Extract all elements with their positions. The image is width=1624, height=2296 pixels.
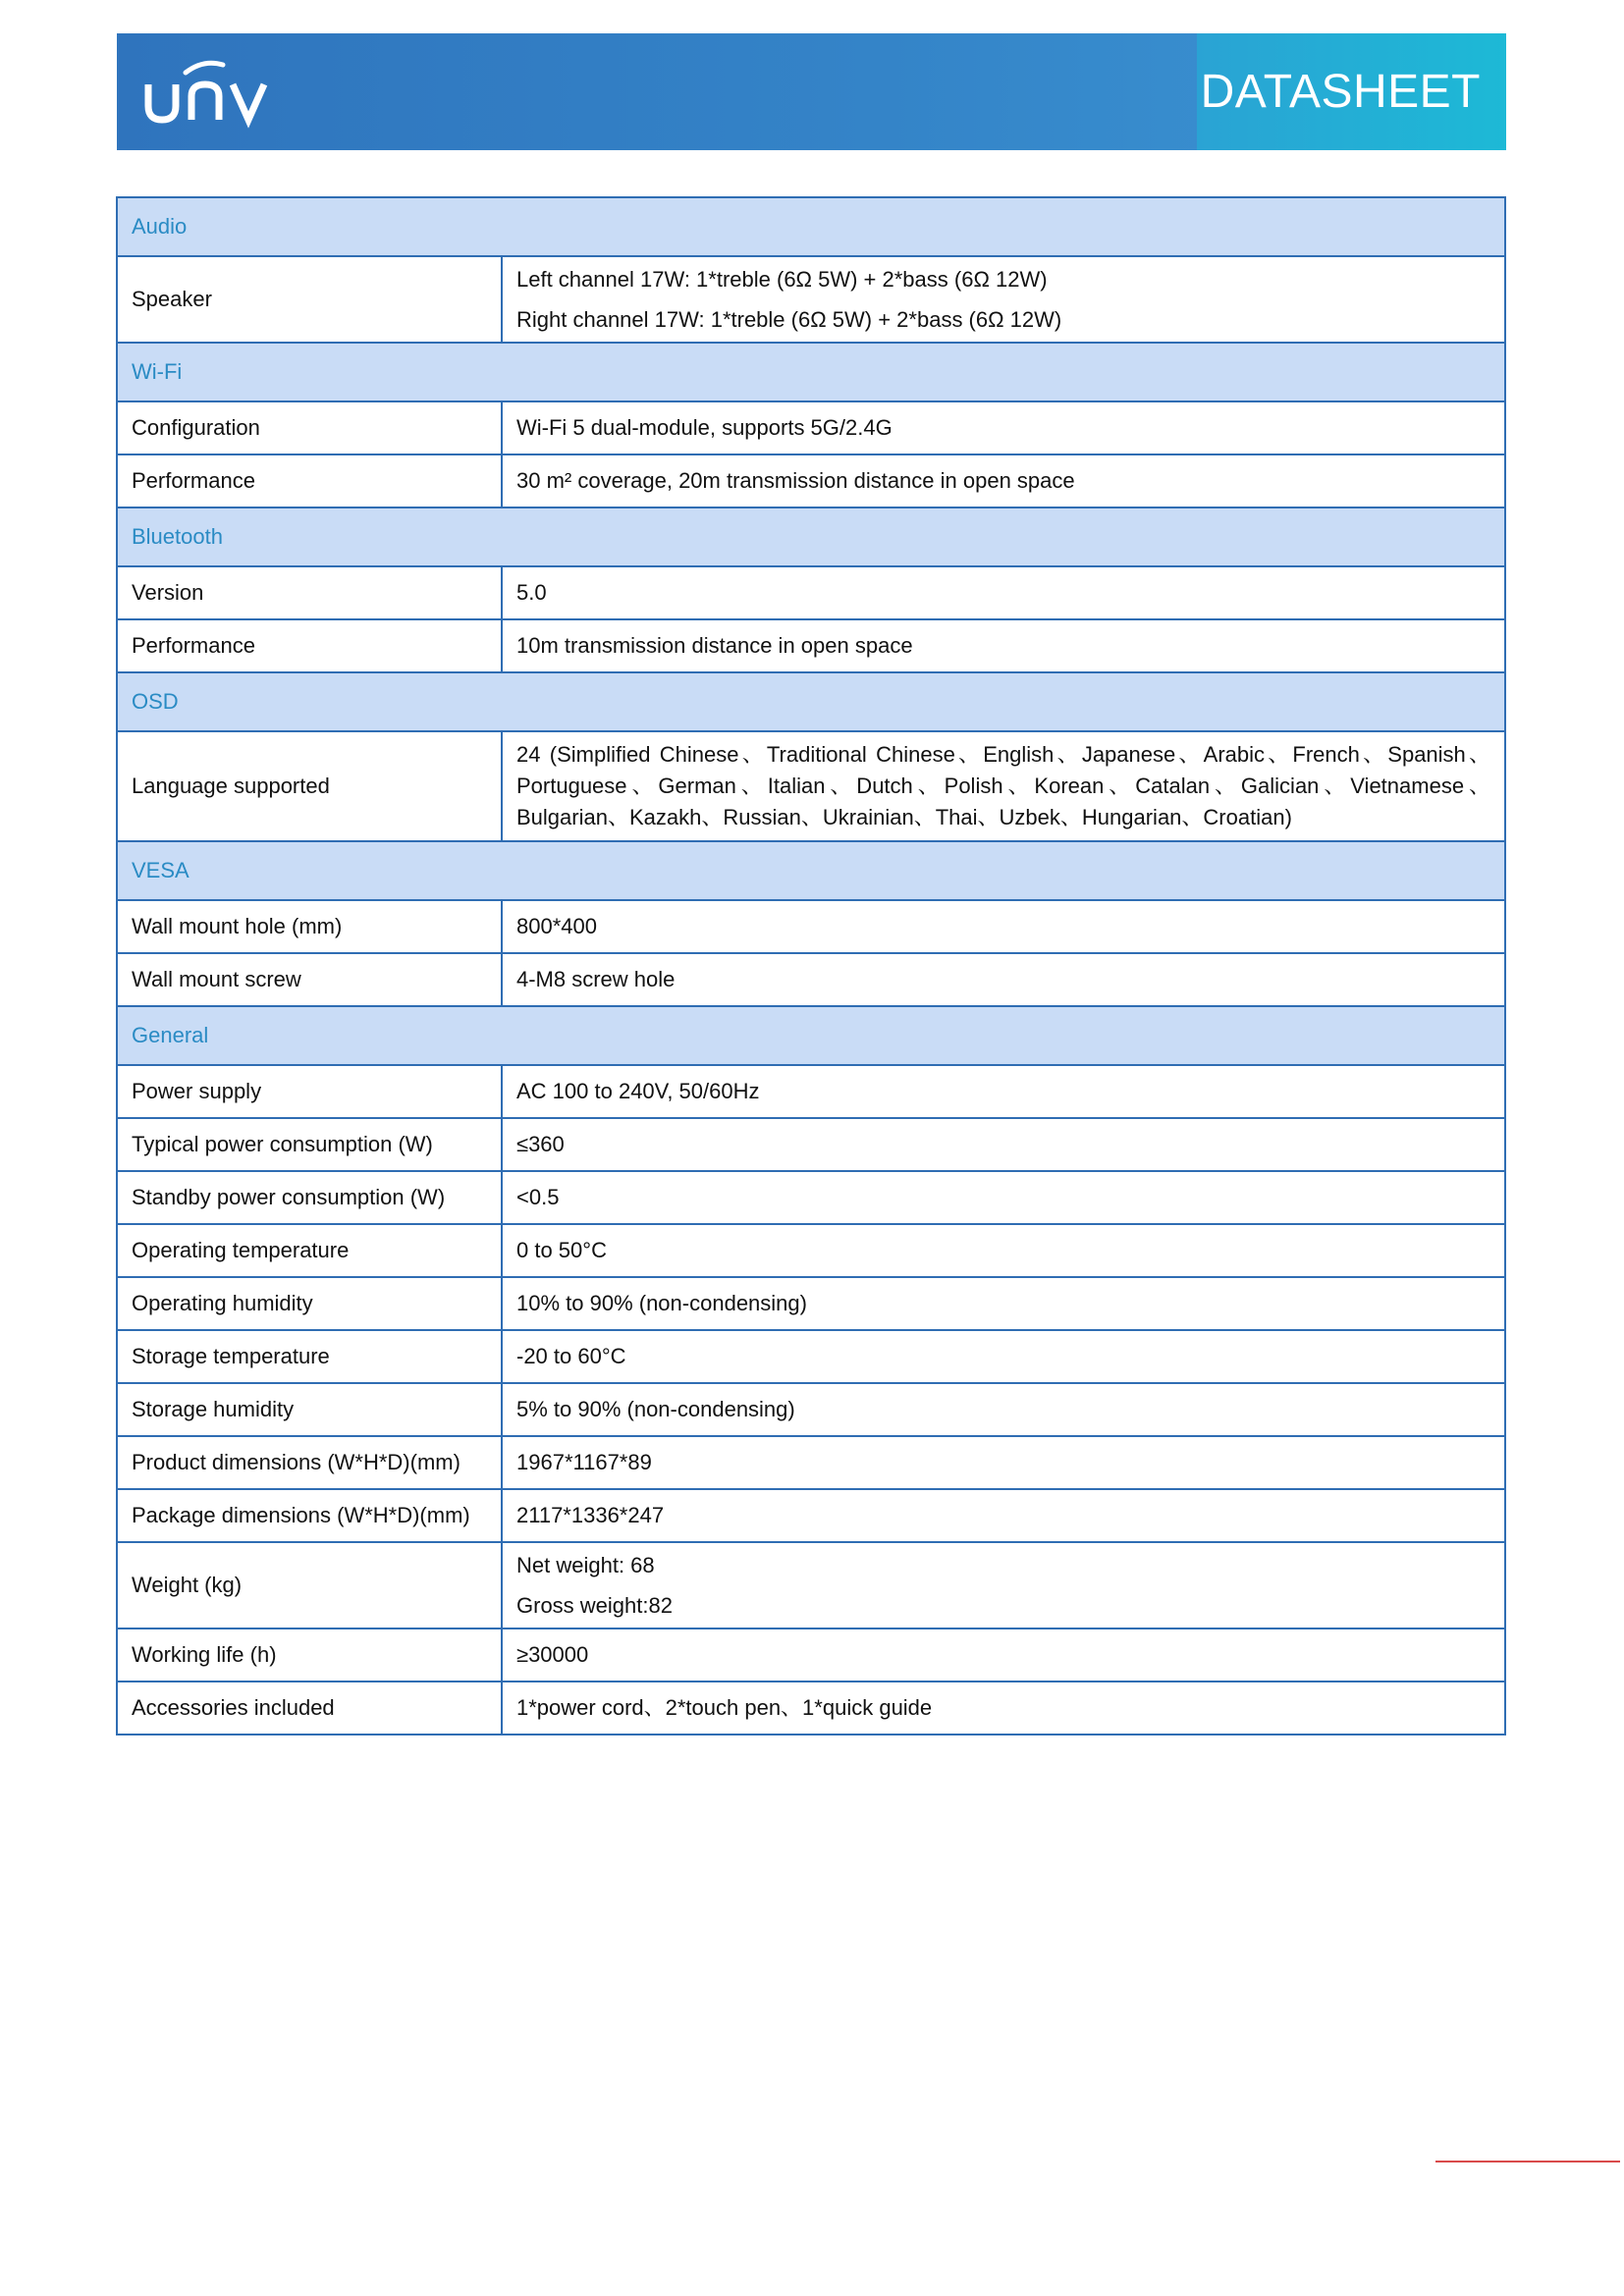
section-header-row [117,841,1505,900]
unv-logo [142,55,290,133]
spec-value-line: 4-M8 screw hole [516,967,676,991]
spec-value [502,1383,1505,1436]
section-title: Wi-Fi [117,343,1505,401]
section-header-row [117,672,1505,731]
spec-value [502,1171,1505,1224]
spec-label: Accessories included [117,1682,502,1735]
spec-value [502,401,1505,454]
spec-value-line: <0.5 [516,1185,560,1209]
spec-row [117,1277,1505,1330]
spec-value-line: 5.0 [516,580,547,605]
spec-value [502,619,1505,672]
spec-value-line: 5% to 90% (non-condensing) [516,1397,795,1421]
spec-label: Product dimensions (W*H*D)(mm) [117,1436,502,1489]
spec-value-line: 24 (Simplified Chinese、Traditional Chinese、English、Japanese、Arabic、French、Spanish、Portuguese、German、Italian、Dutch、Polish、Korean、Catalan、Galician、Vietnamese、Bulgarian、Kazakh、Russian、Ukrainian、Thai、Uzbek、Hungarian、Croatian) [516,742,1490,829]
spec-label: Speaker [117,256,502,343]
spec-value [502,1065,1505,1118]
spec-row [117,454,1505,507]
spec-row [117,1542,1505,1629]
footer-rule [1435,2161,1620,2163]
document-type-label: DATASHEET [1200,66,1481,118]
spec-row [117,1330,1505,1383]
spec-value [502,1542,1505,1629]
spec-label: Wall mount screw [117,953,502,1006]
spec-value-line: 0 to 50°C [516,1238,607,1262]
spec-row [117,1436,1505,1489]
section-header-row [117,343,1505,401]
section-title: VESA [117,841,1505,900]
spec-value [502,1629,1505,1682]
spec-label: Storage temperature [117,1330,502,1383]
spec-value [502,1436,1505,1489]
section-title: Bluetooth [117,507,1505,566]
spec-label: Storage humidity [117,1383,502,1436]
spec-row [117,953,1505,1006]
spec-value-line: 1967*1167*89 [516,1450,652,1474]
section-title: General [117,1006,1505,1065]
spec-value [502,1489,1505,1542]
spec-value [502,953,1505,1006]
spec-label: Version [117,566,502,619]
spec-row [117,1682,1505,1735]
spec-value-line: Right channel 17W: 1*treble (6Ω 5W) + 2*bass (6Ω 12W) [516,307,1062,332]
spec-value-line: Left channel 17W: 1*treble (6Ω 5W) + 2*bass (6Ω 12W) [516,267,1048,292]
spec-label: Standby power consumption (W) [117,1171,502,1224]
spec-value [502,566,1505,619]
spec-row [117,1489,1505,1542]
spec-value [502,1118,1505,1171]
spec-value [502,256,1505,343]
spec-value-line: 1*power cord、2*touch pen、1*quick guide [516,1695,933,1720]
spec-value-line: Net weight: 68 [516,1553,655,1577]
section-title: Audio [117,197,1505,256]
spec-value [502,900,1505,953]
spec-row [117,619,1505,672]
spec-row [117,1065,1505,1118]
spec-value [502,1330,1505,1383]
section-header-row [117,1006,1505,1065]
spec-label: Power supply [117,1065,502,1118]
spec-value [502,1277,1505,1330]
spec-label: Working life (h) [117,1629,502,1682]
spec-row [117,1171,1505,1224]
section-header-row [117,507,1505,566]
spec-label: Configuration [117,401,502,454]
spec-row [117,1118,1505,1171]
spec-label: Operating humidity [117,1277,502,1330]
section-title: OSD [117,672,1505,731]
spec-value [502,1224,1505,1277]
spec-row [117,566,1505,619]
spec-row [117,900,1505,953]
header-banner [117,33,1506,150]
spec-label: Performance [117,619,502,672]
spec-row [117,256,1505,343]
spec-value-line: Gross weight:82 [516,1593,673,1618]
spec-label: Typical power consumption (W) [117,1118,502,1171]
section-header-row [117,197,1505,256]
spec-label: Performance [117,454,502,507]
spec-label: Package dimensions (W*H*D)(mm) [117,1489,502,1542]
spec-label: Weight (kg) [117,1542,502,1629]
spec-value-line: AC 100 to 240V, 50/60Hz [516,1079,760,1103]
spec-label: Wall mount hole (mm) [117,900,502,953]
spec-value-line: Wi-Fi 5 dual-module, supports 5G/2.4G [516,415,893,440]
spec-value-line: -20 to 60°C [516,1344,626,1368]
spec-value-line: 10m transmission distance in open space [516,633,913,658]
spec-value [502,1682,1505,1735]
spec-row [117,1629,1505,1682]
spec-row [117,731,1505,841]
spec-value-line: 800*400 [516,914,597,938]
spec-value-line: ≤360 [516,1132,565,1156]
spec-row [117,401,1505,454]
spec-row [117,1224,1505,1277]
spec-row [117,1383,1505,1436]
spec-table [116,196,1506,1735]
spec-value-line: 10% to 90% (non-condensing) [516,1291,807,1315]
spec-label: Language supported [117,731,502,841]
spec-value-line: ≥30000 [516,1642,589,1667]
spec-value [502,731,1505,841]
spec-value-line: 2117*1336*247 [516,1503,665,1527]
spec-label: Operating temperature [117,1224,502,1277]
spec-value [502,454,1505,507]
spec-value-line: 30 m² coverage, 20m transmission distance in open space [516,468,1075,493]
